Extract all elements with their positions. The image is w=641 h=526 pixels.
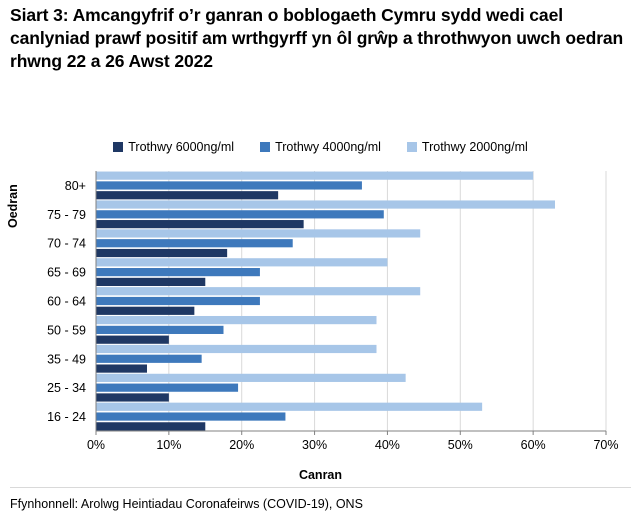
bar <box>96 316 377 324</box>
bar <box>96 326 224 334</box>
legend-swatch-4000 <box>260 142 270 152</box>
y-axis-tick-label: 25 - 34 <box>47 381 86 396</box>
source-note: Ffynhonnell: Arolwg Heintiadau Coronafeirws (COVID-19), ONS <box>10 497 363 511</box>
chart-svg <box>0 163 641 463</box>
y-axis-tick-label: 60 - 64 <box>47 294 86 309</box>
bar <box>96 374 406 382</box>
x-axis-tick-label: 70% <box>593 438 619 452</box>
legend-item-4000 <box>260 140 381 154</box>
plot-area <box>0 163 641 463</box>
bar <box>96 268 260 276</box>
bar <box>96 220 304 228</box>
x-axis-tick-label: 10% <box>156 438 182 452</box>
bar <box>96 364 147 372</box>
bar <box>96 229 420 237</box>
x-axis-tick-label: 30% <box>302 438 328 452</box>
y-axis-tick-label: 35 - 49 <box>47 352 86 367</box>
bar <box>96 355 202 363</box>
y-axis-tick-label: 50 - 59 <box>47 323 86 338</box>
y-axis-tick-label: 75 - 79 <box>47 207 86 222</box>
bar <box>96 393 169 401</box>
bar <box>96 384 238 392</box>
x-axis-tick-label: 20% <box>229 438 255 452</box>
legend-label-4000: Trothwy 4000ng/ml <box>275 140 381 154</box>
y-axis-tick-label: 70 - 74 <box>47 236 86 251</box>
bar <box>96 287 420 295</box>
chart-title: Siart 3: Amcangyfrif o’r ganran o boblogaeth Cymru sydd wedi cael canlyniad prawf positif am wrthgyrff yn ôl grŵp a throthwyon uwch oedran rhwng 22 a 26 Awst 2022 <box>10 5 624 72</box>
bar <box>96 200 555 208</box>
legend-swatch-2000 <box>407 142 417 152</box>
bar <box>96 412 285 420</box>
chart-legend <box>0 140 641 154</box>
legend-item-2000 <box>407 140 528 154</box>
bar <box>96 345 377 353</box>
bar <box>96 307 194 315</box>
bar <box>96 172 533 180</box>
bar <box>96 422 205 430</box>
bar <box>96 210 384 218</box>
bar <box>96 239 293 247</box>
bar <box>96 181 362 189</box>
y-axis-title: Oedran <box>6 184 20 228</box>
legend-item-6000 <box>113 140 234 154</box>
y-axis-tick-label: 16 - 24 <box>47 410 86 425</box>
bar <box>96 249 227 257</box>
x-axis-tick-label: 60% <box>520 438 546 452</box>
y-axis-tick-label: 80+ <box>64 178 86 193</box>
bar <box>96 191 278 199</box>
y-axis-tick-label: 65 - 69 <box>47 265 86 280</box>
bar <box>96 403 482 411</box>
footer-divider <box>10 487 631 488</box>
x-axis-tick-label: 0% <box>86 438 106 452</box>
bar <box>96 278 205 286</box>
x-axis-tick-label: 50% <box>447 438 473 452</box>
x-axis-tick-label: 40% <box>374 438 400 452</box>
bar <box>96 336 169 344</box>
x-axis-title: Canran <box>298 468 343 482</box>
bar <box>96 297 260 305</box>
legend-label-6000: Trothwy 6000ng/ml <box>128 140 235 154</box>
legend-swatch-6000 <box>113 142 123 152</box>
bar <box>96 258 387 266</box>
legend-label-2000: Trothwy 2000ng/ml <box>421 140 528 154</box>
